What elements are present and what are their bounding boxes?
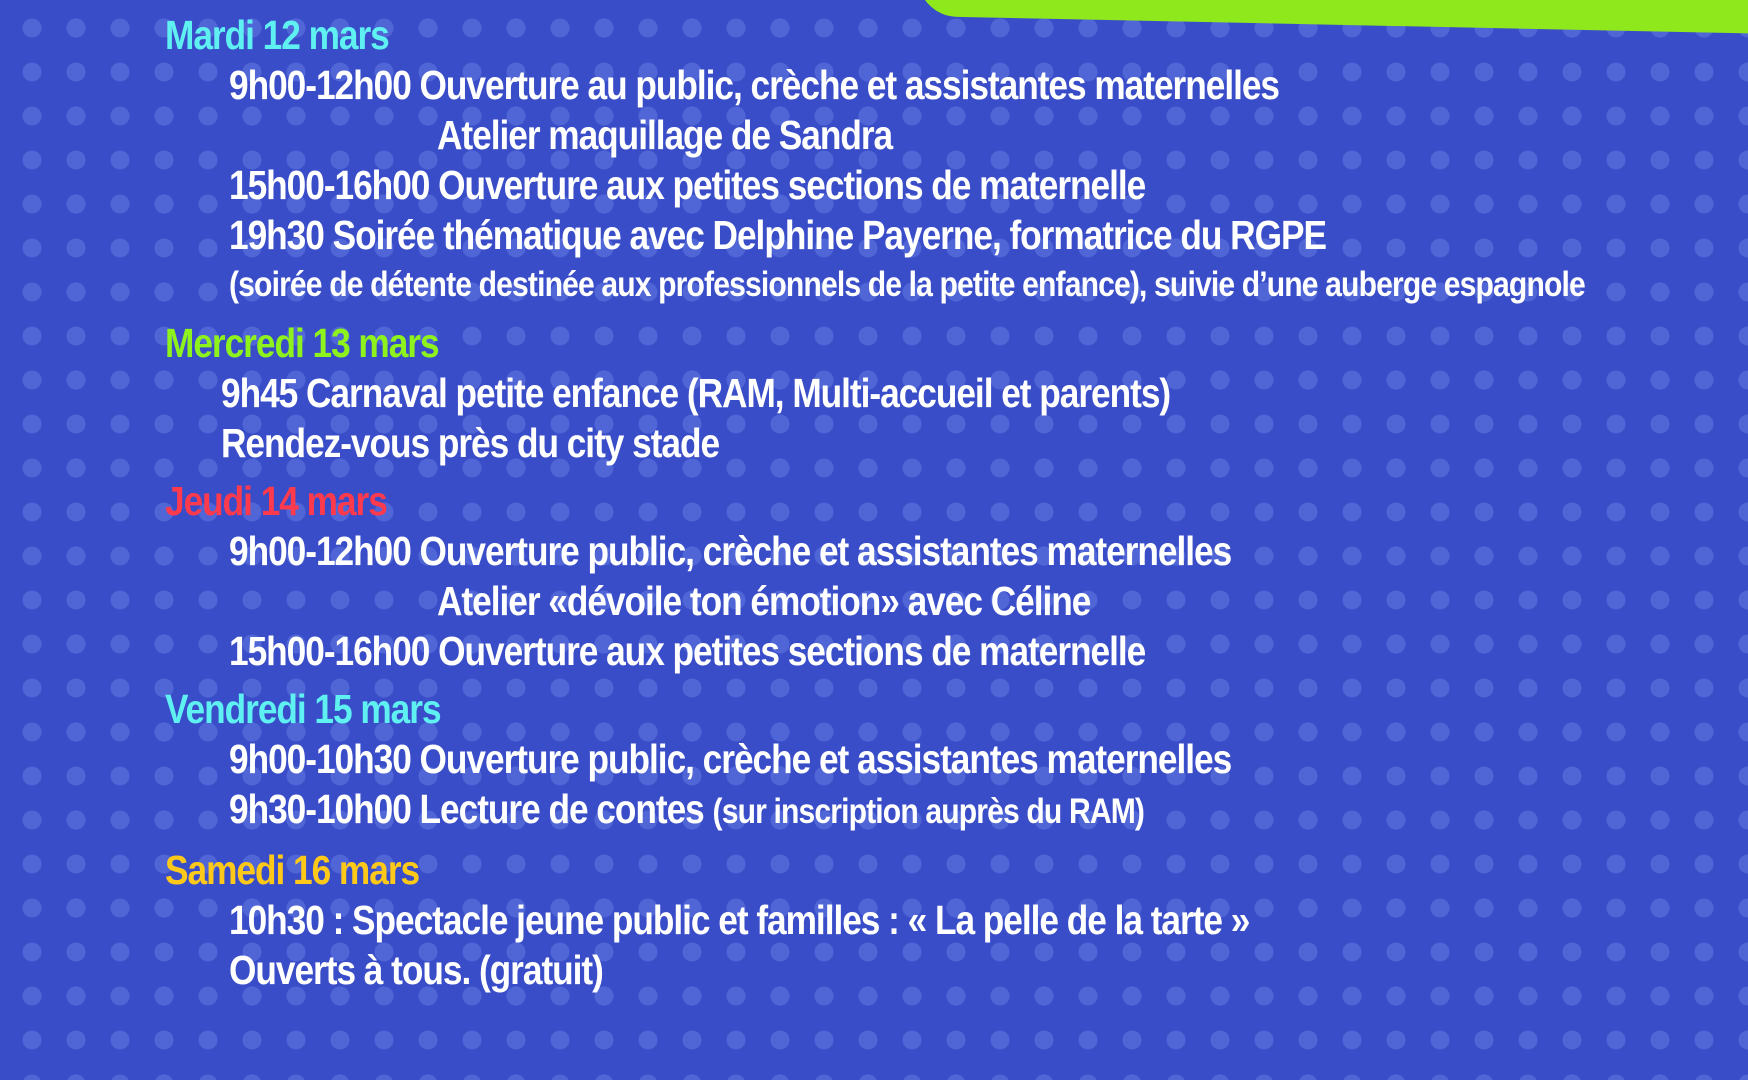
event-line: 15h00-16h00 Ouverture aux petites sections de maternelle [229, 628, 1146, 674]
day-title-vendredi: Vendredi 15 mars [165, 686, 441, 732]
event-line: 9h00-12h00 Ouverture public, crèche et assistantes maternelles [229, 528, 1232, 574]
event-program [0, 10, 1748, 1003]
day-mardi [0, 10, 1748, 310]
event-line: 10h30 : Spectacle jeune public et familles : « La pelle de la tarte » [229, 897, 1250, 943]
event-line [229, 784, 1535, 837]
day-vendredi [0, 684, 1748, 837]
day-jeudi [0, 476, 1748, 676]
day-title-mardi: Mardi 12 mars [165, 12, 389, 58]
event-line: Atelier «dévoile ton émotion» avec Céline [437, 578, 1091, 624]
day-mercredi [0, 318, 1748, 468]
event-line: 9h45 Carnaval petite enfance (RAM, Multi-accueil et parents) [221, 370, 1171, 416]
event-line-text: 9h30-10h00 Lecture de contes [229, 786, 704, 832]
event-line: 9h00-10h30 Ouverture public, crèche et assistantes maternelles [229, 736, 1232, 782]
day-title-samedi: Samedi 16 mars [165, 847, 420, 893]
day-samedi [0, 845, 1748, 995]
event-line: Ouverts à tous. (gratuit) [229, 947, 603, 993]
event-line-detail: (soirée de détente destinée aux professionnels de la petite enfance), suivie d’une auberge espagnole [229, 265, 1585, 304]
day-title-jeudi: Jeudi 14 mars [165, 478, 387, 524]
event-line: Atelier maquillage de Sandra [437, 112, 893, 158]
event-line: 15h00-16h00 Ouverture aux petites sections de maternelle [229, 162, 1146, 208]
event-line: Rendez-vous près du city stade [221, 420, 720, 466]
registration-note: (sur inscription auprès du RAM) [712, 792, 1145, 831]
event-line: 9h00-12h00 Ouverture au public, crèche et assistantes maternelles [229, 62, 1280, 108]
event-line: 19h30 Soirée thématique avec Delphine Payerne, formatrice du RGPE [229, 212, 1326, 258]
day-title-mercredi: Mercredi 13 mars [165, 320, 439, 366]
